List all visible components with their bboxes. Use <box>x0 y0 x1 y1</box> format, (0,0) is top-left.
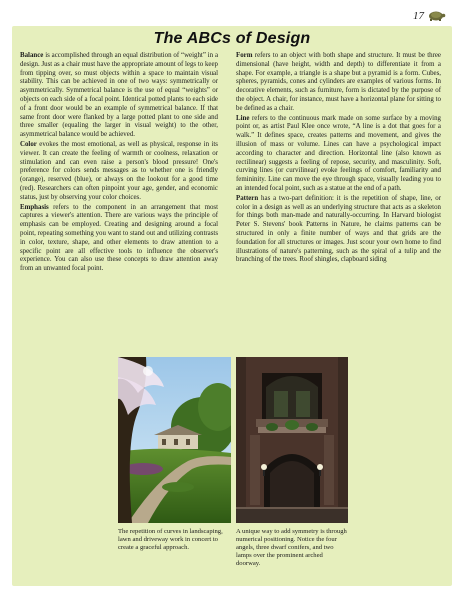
turtle-icon <box>426 8 446 22</box>
entry-emphasis <box>20 204 218 274</box>
entry-form <box>236 52 441 114</box>
entry-color <box>20 141 218 203</box>
entry-text: refers to the continuous mark made on some surface by a moving point or, as artist Paul Klee once wrote, “A line is a dot that goes for a walk.” It defines space, creates patterns and movement, and gives the illusion of mass or volume. Lines can have a psychological impact according to character and direction. Horizontal line (also known as rectilinear) suggests a feeling of repose, security, and masculinity. Soft, curving lines (or curvilinear) evoke feelings of comfort, familiarity and femininity. Line can move the eye through space, visually leading you to an intended focal point, such as a statue at the end of a path. <box>236 114 441 192</box>
entry-line <box>236 115 441 194</box>
page-number: 17 <box>413 10 424 22</box>
left-column <box>20 52 218 275</box>
term-label: Form <box>236 52 253 59</box>
entry-balance <box>20 52 218 140</box>
entry-text: evokes the most emotional, as well as physical, response in its viewer. It can create the feeling of warmth or coolness, relaxation or stimulation and can even raise a person's blood pressure! One's preference for colors sends messages as to whether one is friendly (orange), reserved (blue), or always on the lookout for a good time (red). Researchers can often pinpoint your age, gender, and economic status, just by observing your color choices. <box>20 140 218 201</box>
caption-left: The repetition of curves in landscaping, lawn and driveway work in concert to create a graceful approach. <box>118 528 223 551</box>
entry-text: refers to the component in an arrangement that most captures a viewer's attention. There are various ways the principle of emphasis can be employed. Creating and designing around a focal point, repeating something you want to stand out and utilizing contrasts in color, texture, shape, and other elements to draw attention to a specific point are all effective tools to influence the observer's experience. You can also use these concepts to draw attention away from an unwanted focal point. <box>20 203 218 273</box>
entry-text: has a two-part definition: it is the repetition of shape, line, or color in a design as well as an underlying structure that acts as a skeleton for things both man-made and naturally-occurring. In Harvard biologist Peter S. Stevens' book Patterns in Nature, he claims patterns can be structured in only a finite number of ways and that grids are the foundation for all structures or images. Just scour your own home to find illustrations of nature's patterning, such as the spiral of a tulip and the branching of the trees. Roof shingles, clapboard siding <box>236 194 441 264</box>
term-label: Balance <box>20 52 44 59</box>
page-title: The ABCs of Design <box>153 30 311 47</box>
entry-text: is accomplished through an equal distribution of “weight” in a design. Just as a chair must have the appropriate amount of legs to keep from tipping over, so must objects within a space to maintain visual stability. This can be achieved in one of two ways: symmetrically or asymmetrically. Symmetrical balance is the use of equal “weights” or objects on each side of a focal point. Identical potted plants to each side of a front door would be an example of symmetrical balance. If that same front door were flanked by a large potted plant to one side and three smaller (equaling the larger in visual weight) to the other, asymmetrical balance would be achieved. <box>20 52 218 139</box>
arched-doorway-photo <box>236 357 348 523</box>
right-column <box>236 52 441 266</box>
entry-text: refers to an object with both shape and structure. It must be three dimensional (have height, width and depth) to differentiate it from a shape. For example, a triangle is a shape but a pyramid is a form. Cubes, spheres, pyramids, cones and cylinders are examples of various forms. In decorative elements, such as furniture, form is dictated by the purpose of the object. A chair, for instance, must have a horizontal plane for sitting to be defined as a chair. <box>236 52 441 112</box>
entry-pattern <box>236 195 441 265</box>
landscape-garden-house-photo <box>118 357 231 523</box>
term-label: Emphasis <box>20 203 49 211</box>
term-label: Pattern <box>236 194 259 202</box>
term-label: Line <box>236 114 250 122</box>
term-label: Color <box>20 140 37 148</box>
caption-right: A unique way to add symmetry is through numerical positioning. Notice the four angels, three dwarf conifers, and two lamps over the prominent arched doorway. <box>236 528 347 567</box>
